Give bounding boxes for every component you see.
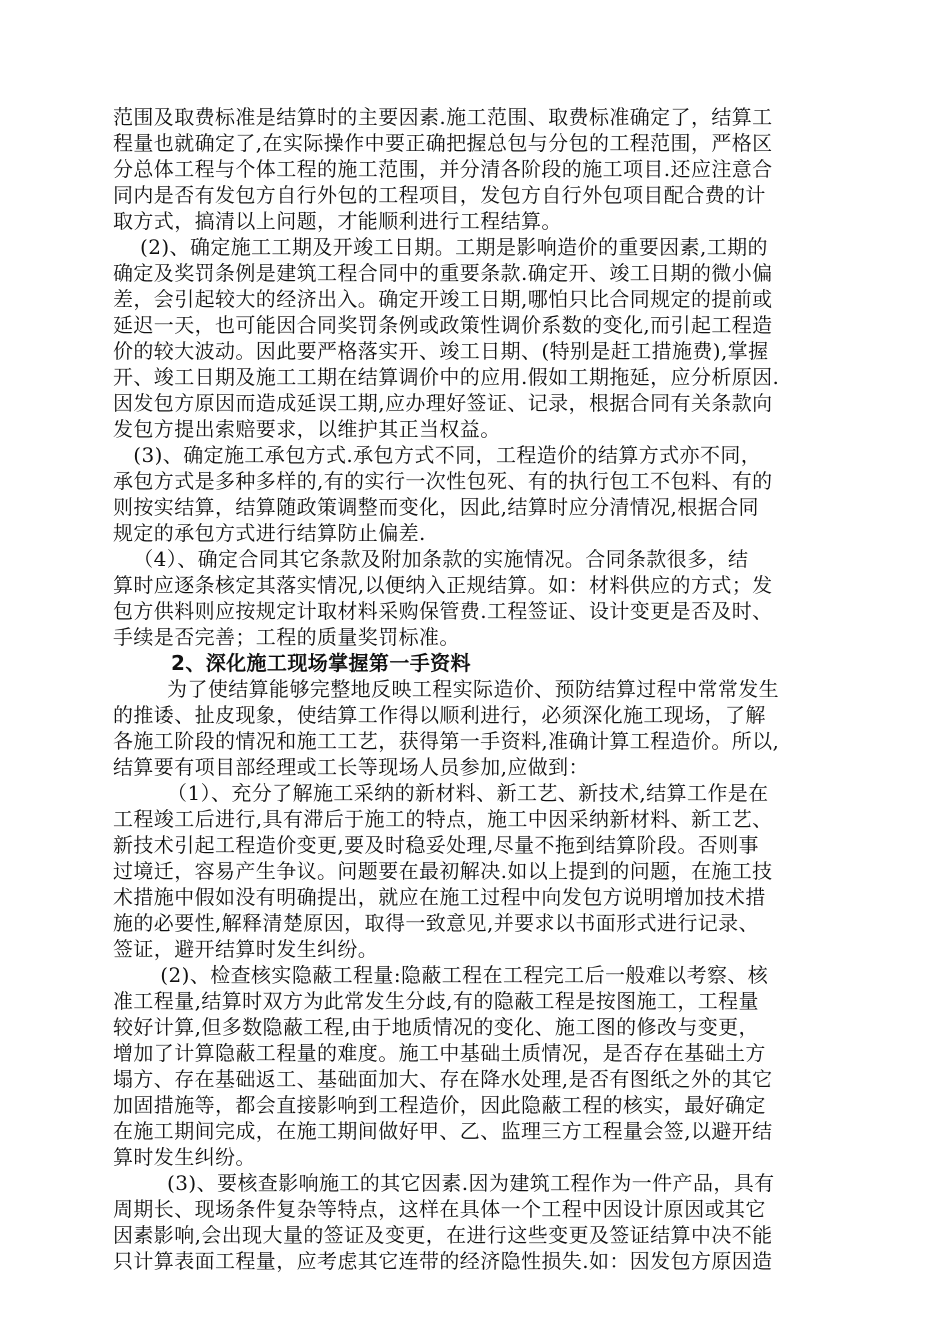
text-line: 算时发生纠纷。 xyxy=(113,1145,256,1169)
text-line: 术措施中假如没有明确提出，就应在施工过程中向发包方说明增加技术措 xyxy=(113,885,766,909)
text-line: (3)、确定施工承包方式.承包方式不同，工程造价的结算方式亦不同， xyxy=(113,443,762,467)
text-line: 价的较大波动。因此要严格落实开、竣工日期、(特别是赶工措施费),掌握 xyxy=(113,339,769,363)
text-line: 加固措施等，都会直接影响到工程造价，因此隐蔽工程的核实，最好确定 xyxy=(113,1093,766,1117)
text-line: 范围及取费标准是结算时的主要因素.施工范围、取费标准确定了，结算工 xyxy=(113,105,773,129)
text-line: 为了使结算能够完整地反映工程实际造价、预防结算过程中常常发生 xyxy=(113,677,780,701)
text-line: 新技术引起工程造价变更,要及时稳妥处理,尽量不拖到结算阶段。否则事 xyxy=(113,833,759,857)
text-line: 手续是否完善；工程的质量奖罚标准。 xyxy=(113,625,460,649)
text-line: 算时应逐条核定其落实情况,以便纳入正规结算。如：材料供应的方式；发 xyxy=(113,573,773,597)
text-line: (3)、要核查影响施工的其它因素.因为建筑工程作为一件产品，具有 xyxy=(113,1171,775,1195)
text-line: 只计算表面工程量，应考虑其它连带的经济隐性损失.如：因发包方原因造 xyxy=(113,1249,773,1273)
text-line: （1）、充分了解施工采纳的新材料、新工艺、新技术,结算工作是在 xyxy=(113,781,769,805)
text-line: 周期长、现场条件复杂等特点，这样在具体一个工程中因设计原因或其它 xyxy=(113,1197,766,1221)
text-line: 延迟一天，也可能因合同奖罚条例或政策性调价系数的变化,而引起工程造 xyxy=(113,313,773,337)
text-line: 规定的承包方式进行结算防止偏差. xyxy=(113,521,426,545)
text-line: 确定及奖罚条例是建筑工程合同中的重要条款.确定开、竣工日期的微小偏 xyxy=(113,261,773,285)
text-line: 因素影响,会出现大量的签证及变更，在进行这些变更及签证结算中决不能 xyxy=(113,1223,773,1247)
text-line: 结算要有项目部经理或工长等现场人员参加,应做到： xyxy=(113,755,589,779)
text-line: 开、竣工日期及施工工期在结算调价中的应用.假如工期拖延，应分析原因. xyxy=(113,365,780,389)
text-line: 较好计算,但多数隐蔽工程,由于地质情况的变化、施工图的修改与变更， xyxy=(113,1015,759,1039)
text-line: 工程竣工后进行,具有滞后于施工的特点，施工中因采纳新材料、新工艺、 xyxy=(113,807,773,831)
text-line: 程量也就确定了,在实际操作中要正确把握总包与分包的工程范围，严格区 xyxy=(113,131,773,155)
text-line: 施的必要性,解释清楚原因，取得一致意见,并要求以书面形式进行记录、 xyxy=(113,911,759,935)
text-line: 过境迁，容易产生争议。问题要在最初解决.如以上提到的问题，在施工技 xyxy=(113,859,773,883)
text-line: 准工程量,结算时双方为此常发生分歧,有的隐蔽工程是按图施工，工程量 xyxy=(113,989,759,1013)
text-line: 承包方式是多种多样的,有的实行一次性包死、有的执行包工不包料、有的 xyxy=(113,469,773,493)
text-line: 塌方、存在基础返工、基础面加大、存在降水处理,是否有图纸之外的其它 xyxy=(113,1067,773,1091)
text-line: 的推诿、扯皮现象，使结算工作得以顺利进行，必须深化施工现场，了解 xyxy=(113,703,766,727)
text-line: 差，会引起较大的经济出入。确定开竣工日期,哪怕只比合同规定的提前或 xyxy=(113,287,773,311)
text-line: 各施工阶段的情况和施工工艺，获得第一手资料,准确计算工程造价。所以, xyxy=(113,729,780,753)
text-line: 在施工期间完成，在施工期间做好甲、乙、监理三方工程量会签,以避开结 xyxy=(113,1119,773,1143)
text-line: 同内是否有发包方自行外包的工程项目，发包方自行外包项目配合费的计 xyxy=(113,183,766,207)
text-line: 分总体工程与个体工程的施工范围，并分清各阶段的施工项目.还应注意合 xyxy=(113,157,773,181)
text-line: (2)、确定施工工期及开竣工日期。工期是影响造价的重要因素,工期的 xyxy=(113,235,768,259)
text-line: 签证，避开结算时发生纠纷。 xyxy=(113,937,379,961)
text-line: 增加了计算隐蔽工程量的难度。施工中基础土质情况，是否存在基础土方 xyxy=(113,1041,766,1065)
section-heading: 2、深化施工现场掌握第一手资料 xyxy=(171,651,471,675)
text-line: 则按实结算，结算随政策调整而变化，因此,结算时应分清情况,根据合同 xyxy=(113,495,759,519)
text-line: （4）、确定合同其它条款及附加条款的实施情况。合同条款很多，结 xyxy=(113,547,749,571)
document-body xyxy=(113,104,839,1274)
text-line: 取方式，搞清以上问题，才能顺利进行工程结算。 xyxy=(113,209,562,233)
text-line: 包方供料则应按规定计取材料采购保管费.工程签证、设计变更是否及时、 xyxy=(113,599,773,623)
text-line: 因发包方原因而造成延误工期,应办理好签证、记录，根据合同有关条款向 xyxy=(113,391,773,415)
text-line: (2)、检查核实隐蔽工程量:隐蔽工程在工程完工后一般难以考察、核 xyxy=(113,963,769,987)
text-line: 发包方提出索赔要求，以维护其正当权益。 xyxy=(113,417,501,441)
